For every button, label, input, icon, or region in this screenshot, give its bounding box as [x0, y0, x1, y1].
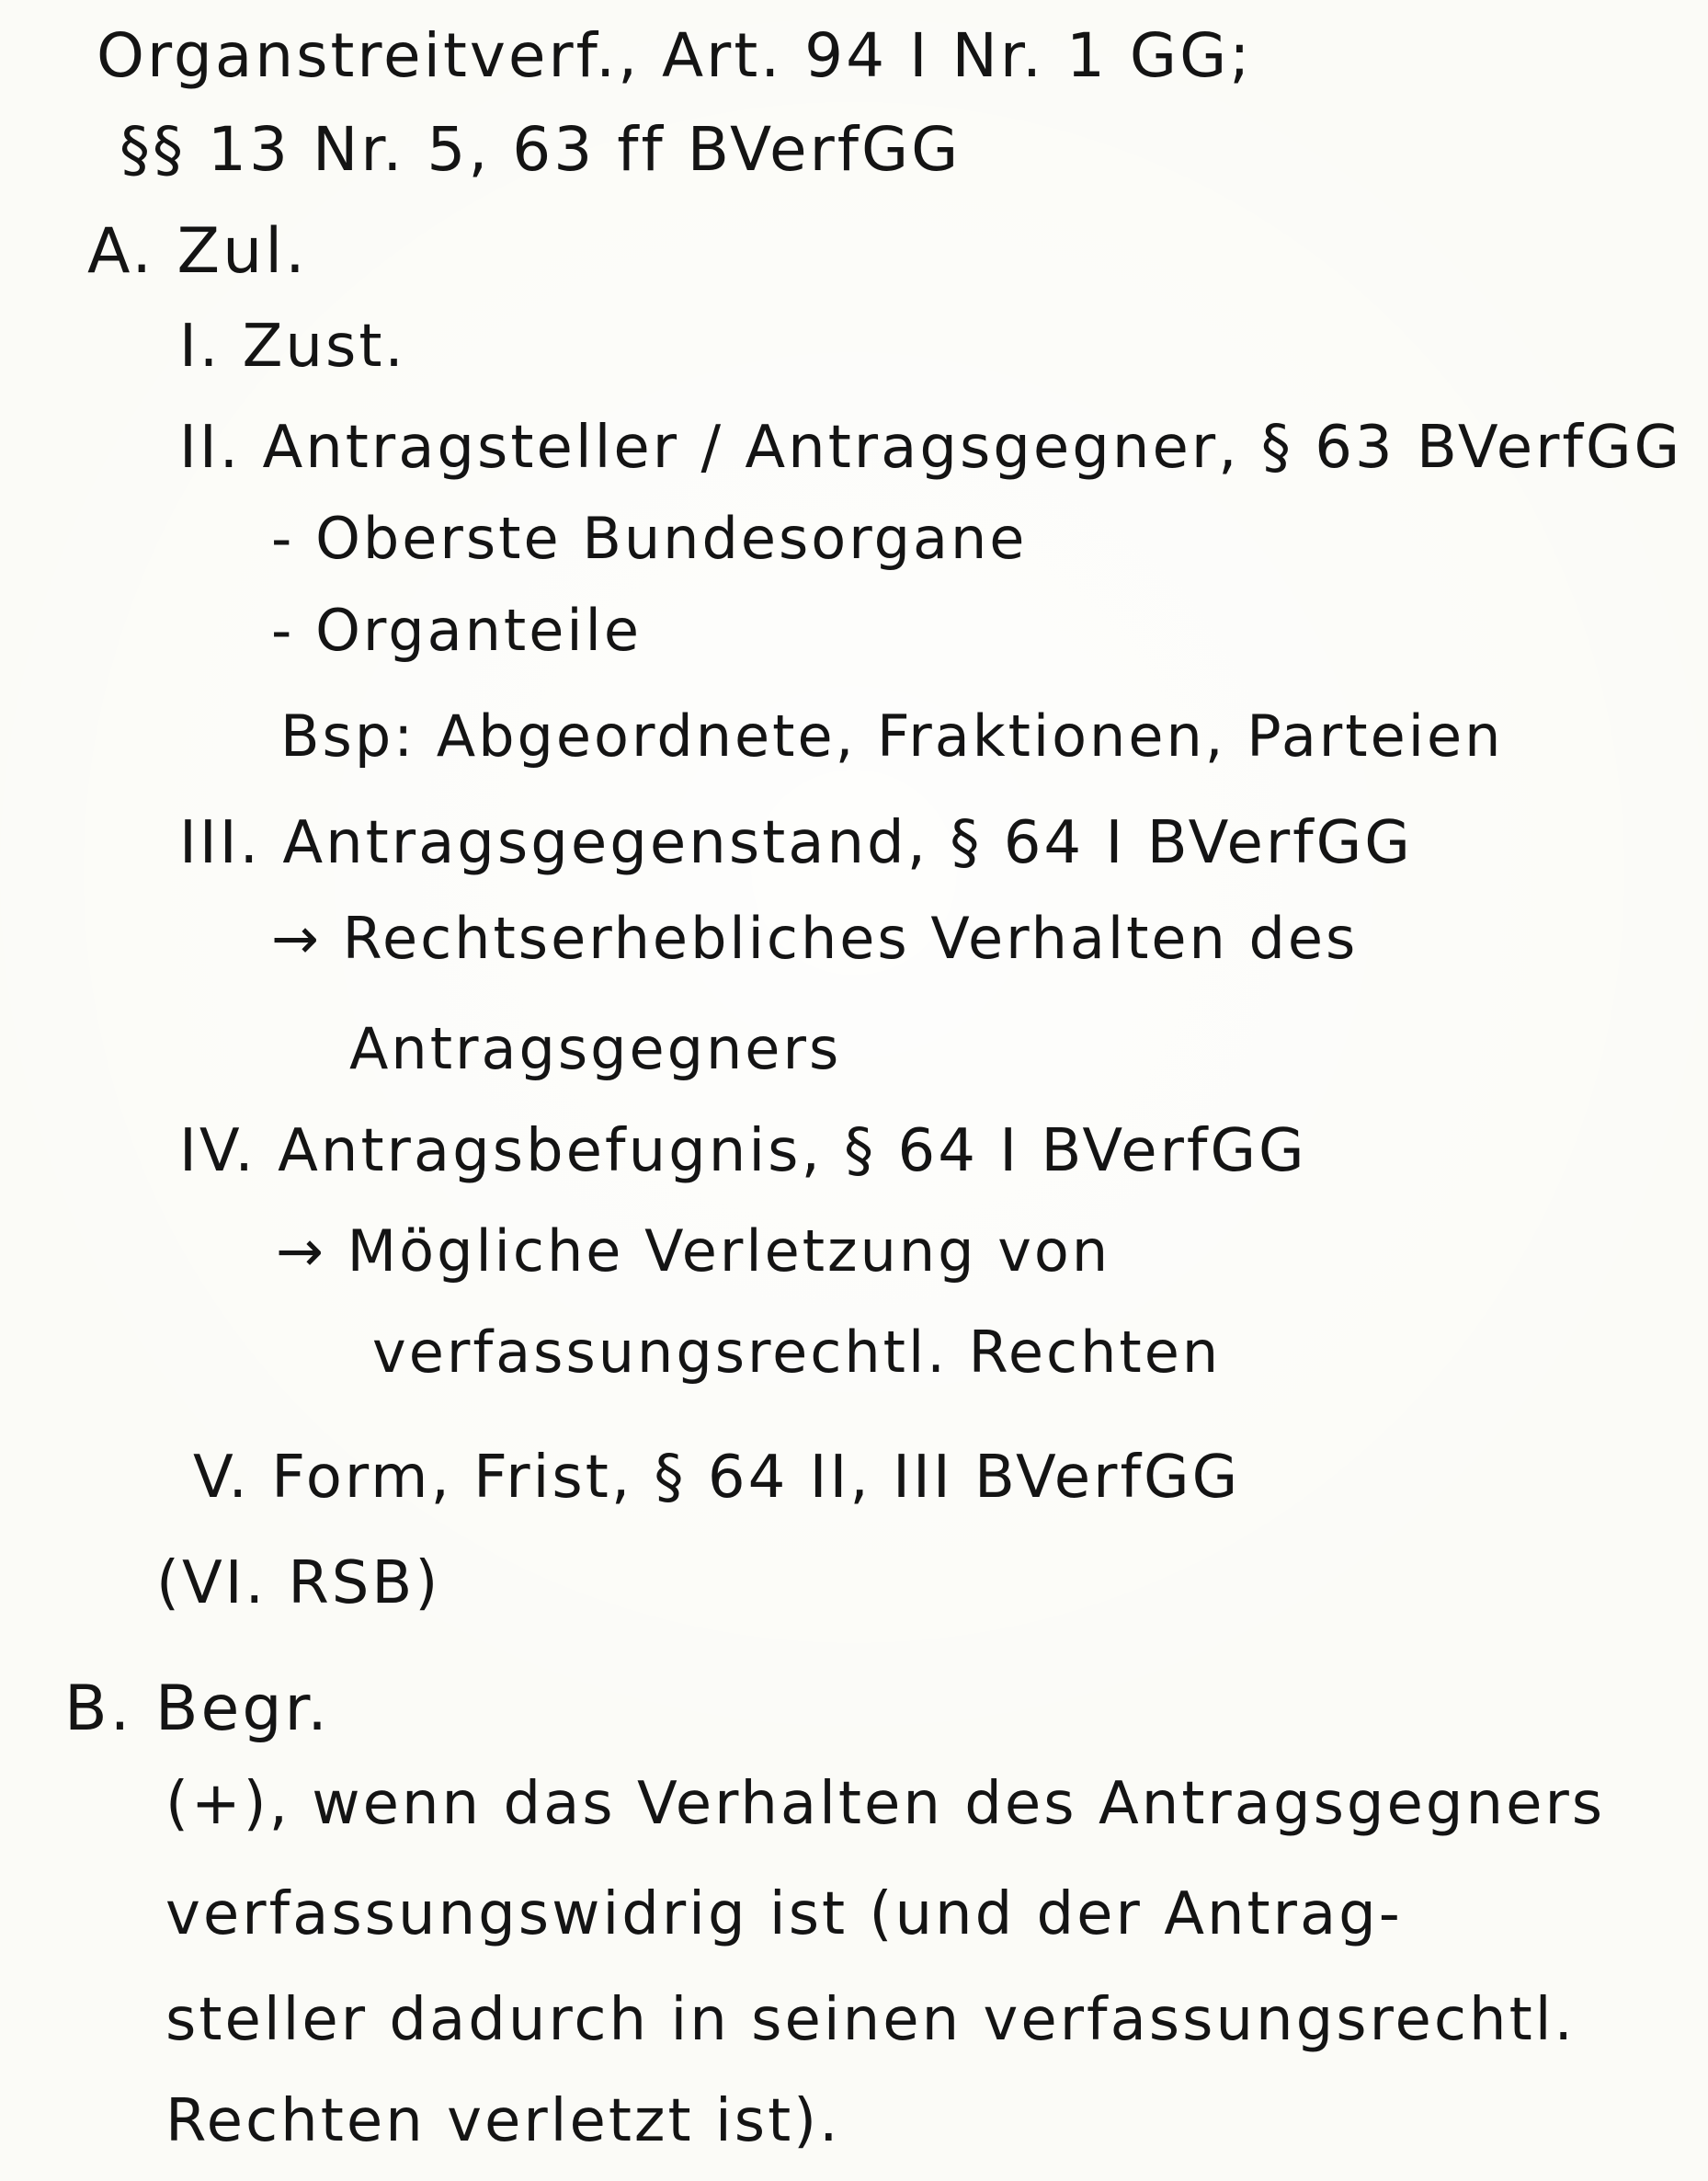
item-ii-bullet-2: - Organteile [271, 597, 642, 664]
item-v: V. Form, Frist, § 64 II, III BVerfGG [193, 1444, 1241, 1512]
heading-line-2: §§ 13 Nr. 5, 63 ff BVerfGG [120, 114, 962, 185]
item-iv-bullet-2: verfassungsrechtl. Rechten [372, 1319, 1222, 1386]
item-iii-bullet-2: Antragsgegners [349, 1015, 842, 1082]
begr-line-1: (+), wenn das Verhalten des Antragsgegners [165, 1770, 1606, 1838]
item-ii-bullet-1: - Oberste Bundesorgane [271, 505, 1028, 572]
item-ii: II. Antragsteller / Antragsgegner, § 63 BVerfGG [179, 414, 1683, 482]
item-ii-example: Bsp: Abgeordnete, Fraktionen, Parteien [280, 702, 1504, 770]
item-vi: (VI. RSB) [156, 1549, 441, 1617]
begr-line-3: steller dadurch in seinen verfassungsrechtl. [165, 1986, 1576, 2054]
item-iii-bullet-1: → Rechtserhebliches Verhalten des [271, 905, 1359, 972]
begr-line-2: verfassungswidrig ist (und der Antrag- [165, 1880, 1403, 1948]
item-iii: III. Antragsgegenstand, § 64 I BVerfGG [179, 809, 1413, 877]
begr-line-4: Rechten verletzt ist). [165, 2087, 841, 2155]
item-iv: IV. Antragsbefugnis, § 64 I BVerfGG [179, 1117, 1307, 1185]
item-i: I. Zust. [179, 313, 406, 381]
item-iv-bullet-1: → Mögliche Verletzung von [276, 1217, 1111, 1285]
section-b-title: B. Begr. [64, 1673, 330, 1745]
section-a-title: A. Zul. [87, 215, 308, 288]
heading-line-1: Organstreitverf., Art. 94 I Nr. 1 GG; [97, 20, 1253, 91]
